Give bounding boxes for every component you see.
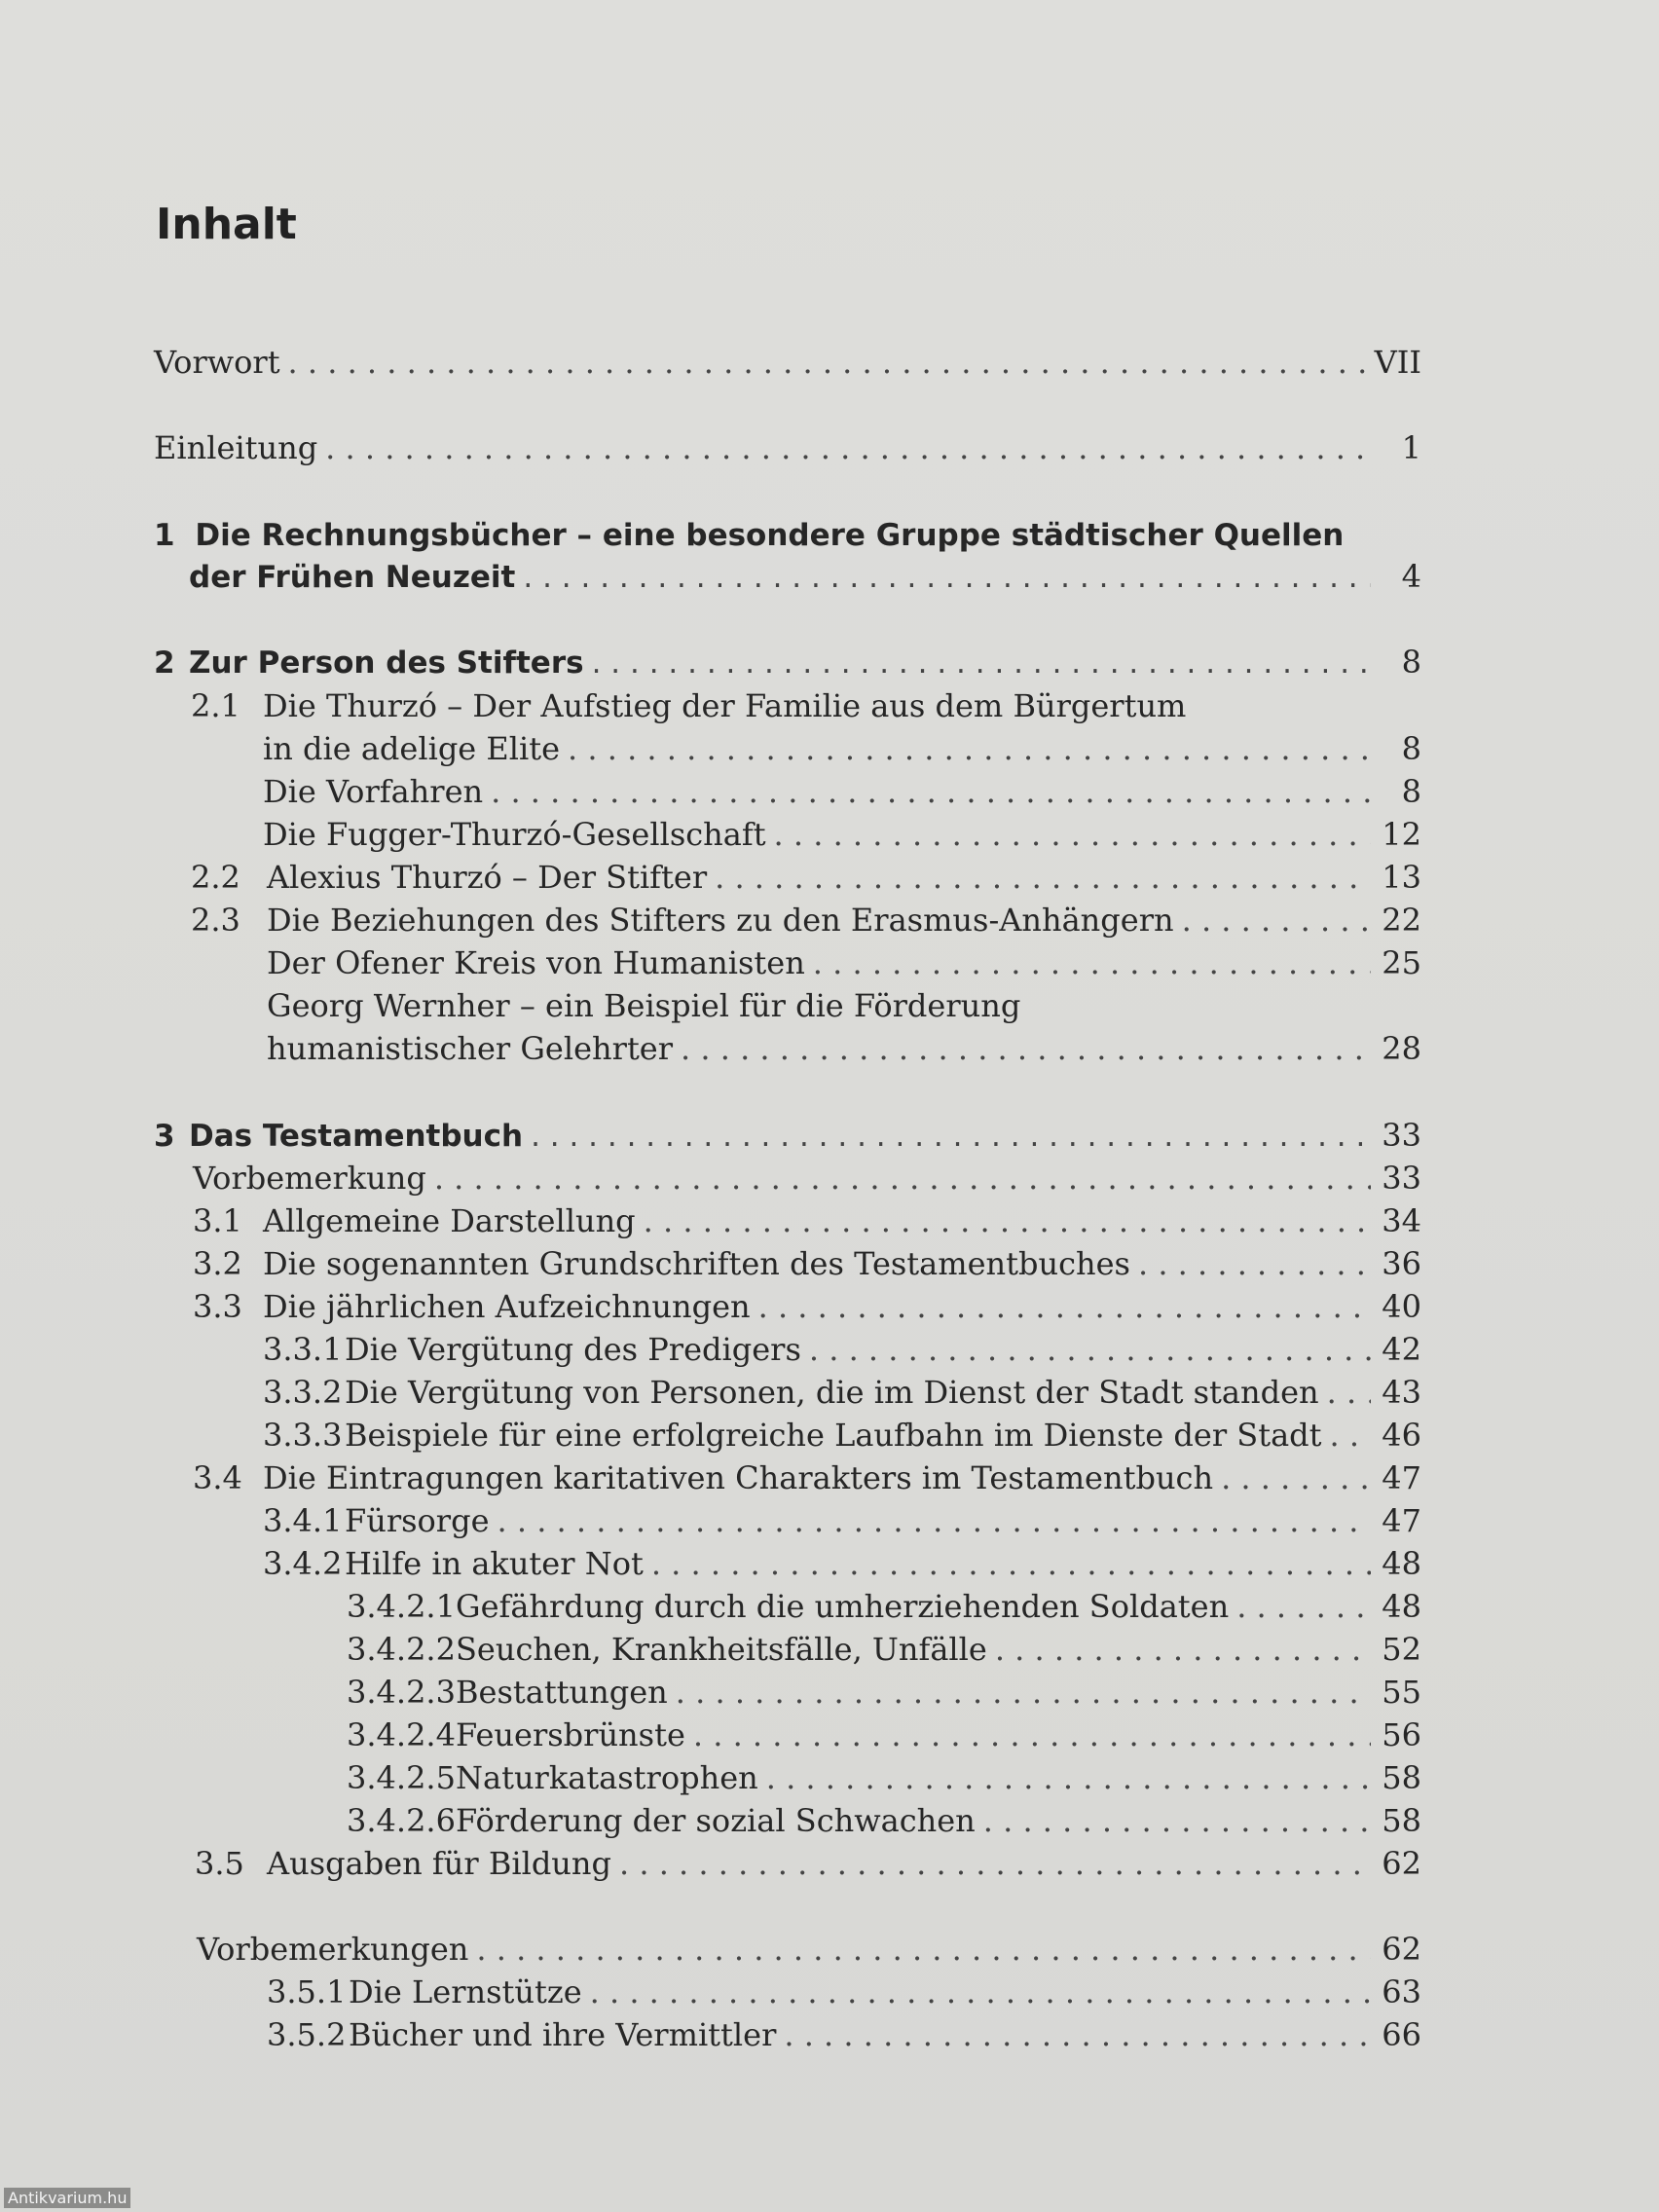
toc-entry-3-3-3: [263, 1414, 1421, 1456]
toc-entry-ch2: [154, 641, 1421, 684]
toc-entry-wernher-line2: [267, 1027, 1421, 1070]
toc-page: 56: [1382, 1716, 1421, 1753]
toc-leader: [1236, 1585, 1371, 1628]
toc-page: 63: [1382, 1973, 1421, 2010]
toc-page: 8: [1401, 644, 1421, 681]
toc-number: 3: [154, 1119, 175, 1154]
toc-entry-3-3-2: [263, 1371, 1421, 1414]
toc-entry-3-4-2-2: [347, 1628, 1421, 1671]
toc-leader: [995, 1628, 1371, 1671]
toc-entry-3-3-1: [263, 1328, 1421, 1371]
toc-leader: [693, 1714, 1371, 1756]
toc-page: 4: [1401, 558, 1421, 595]
toc-page: 52: [1382, 1631, 1421, 1668]
toc-leader: [809, 1328, 1371, 1371]
toc-leader: [715, 856, 1371, 899]
toc-leader: [1330, 1414, 1372, 1456]
toc-entry-vorwort: [154, 341, 1421, 384]
toc-page: 28: [1382, 1030, 1421, 1067]
toc-entry-ch1-line1: [154, 514, 1344, 557]
toc-leader: [644, 1199, 1371, 1242]
toc-page: 33: [1382, 1117, 1421, 1154]
toc-entry-3-4-2-3: [347, 1671, 1421, 1714]
toc-leader: [476, 1928, 1371, 1971]
toc-label: Beispiele für eine erfolgreiche Laufbahn im Dienste der Stadt: [345, 1417, 1322, 1454]
watermark: Antikvarium.hu: [4, 2188, 130, 2208]
toc-label: Förderung der sozial Schwachen: [456, 1802, 976, 1839]
toc-number: 3.2: [193, 1245, 242, 1282]
toc-page: 47: [1382, 1502, 1421, 1539]
toc-number: 3.4: [193, 1459, 242, 1496]
toc-leader: [681, 1027, 1371, 1070]
toc-page: 66: [1382, 2016, 1421, 2053]
toc-leader: [592, 642, 1371, 684]
toc-label: Seuchen, Krankheitsfälle, Unfälle: [456, 1631, 987, 1668]
toc-label: Die Rechnungsbücher – eine besondere Gruppe städtischer Quellen: [195, 518, 1345, 553]
toc-entry-ofener-kreis: [267, 941, 1421, 984]
toc-entry-3-5-1: [267, 1971, 1421, 2013]
toc-label: Zur Person des Stifters: [189, 645, 584, 681]
toc-label: Allgemeine Darstellung: [263, 1202, 636, 1239]
toc-number: 2: [154, 645, 175, 681]
toc-entry-3-4-1: [263, 1499, 1421, 1542]
toc-number: 3.5.1: [267, 1973, 347, 2010]
toc-leader: [983, 1799, 1371, 1842]
toc-label: Die Beziehungen des Stifters zu den Erasmus-Anhängern: [267, 902, 1174, 939]
toc-entry-3-4-2-4: [347, 1714, 1421, 1756]
toc-page: 13: [1382, 859, 1421, 896]
toc-number: 2.1: [191, 687, 240, 724]
toc-leader: [568, 727, 1371, 770]
toc-leader: [766, 1756, 1371, 1799]
toc-label: Vorwort: [154, 344, 280, 381]
toc-entry-3-4-2: [263, 1542, 1421, 1585]
toc-page: VII: [1374, 344, 1421, 381]
toc-label: Vorbemerkung: [193, 1160, 426, 1197]
toc-entry-ch3: [154, 1114, 1421, 1158]
toc-label: Die Vergütung des Predigers: [345, 1331, 801, 1368]
toc-entry-2-2: [191, 856, 1421, 899]
toc-entry-3-4-2-6: [347, 1799, 1421, 1842]
toc-entry-3-5: [195, 1842, 1421, 1885]
toc-label: Ausgaben für Bildung: [267, 1845, 611, 1882]
toc-page: 22: [1382, 902, 1421, 939]
toc-entry-3-1: [193, 1199, 1421, 1242]
toc-leader: [531, 1115, 1371, 1158]
toc-number: 3.3.2: [263, 1374, 343, 1411]
toc-label: Fürsorge: [345, 1502, 490, 1539]
toc-leader: [1182, 899, 1371, 941]
toc-leader: [523, 556, 1371, 599]
toc-leader: [288, 341, 1367, 384]
toc-label: Das Testamentbuch: [189, 1119, 524, 1154]
toc-leader: [813, 941, 1371, 984]
toc-leader: [784, 2013, 1371, 2056]
toc-entry-2-1-line2: [263, 727, 1421, 770]
toc-label: Die sogenannten Grundschriften des Testamentbuches: [263, 1245, 1130, 1282]
toc-entry-ch3-vorbemerkung: [193, 1157, 1421, 1199]
toc-page: 12: [1382, 816, 1421, 853]
toc-page: 1: [1401, 429, 1421, 466]
toc-page: 8: [1401, 730, 1421, 767]
toc-page: 8: [1401, 773, 1421, 810]
toc-entry-3-4: [193, 1456, 1421, 1499]
toc-label: Alexius Thurzó – Der Stifter: [267, 859, 708, 896]
toc-number: 2.3: [191, 902, 240, 939]
toc-leader: [590, 1971, 1371, 2013]
toc-number: 3.4.2.1: [347, 1588, 456, 1625]
toc-leader: [434, 1157, 1371, 1199]
toc-number: 3.3.1: [263, 1331, 343, 1368]
toc-page: 62: [1382, 1931, 1421, 1968]
toc-label: Vorbemerkungen: [197, 1931, 469, 1968]
toc-leader: [1138, 1242, 1371, 1285]
toc-label: Einleitung: [154, 429, 318, 466]
toc-page: 55: [1382, 1674, 1421, 1711]
toc-page: 48: [1382, 1588, 1421, 1625]
toc-entry-vorfahren: [263, 770, 1421, 813]
toc-label: Bestattungen: [456, 1674, 668, 1711]
toc-entry-2-3: [191, 899, 1421, 941]
toc-number: 3.4.1: [263, 1502, 343, 1539]
toc-label: Die Thurzó – Der Aufstieg der Familie aus dem Bürgertum: [263, 687, 1187, 724]
toc-number: 3.1: [193, 1202, 242, 1239]
toc-leader: [491, 770, 1371, 813]
toc-leader: [676, 1671, 1371, 1714]
toc-page: 62: [1382, 1845, 1421, 1882]
toc-entry-3-4-2-5: [347, 1756, 1421, 1799]
toc-number: 3.4.2: [263, 1545, 343, 1582]
toc-leader: [758, 1285, 1371, 1328]
toc-label: Die jährlichen Aufzeichnungen: [263, 1288, 751, 1325]
toc-label: Hilfe in akuter Not: [345, 1545, 644, 1582]
toc-leader: [1327, 1371, 1371, 1414]
toc-page: 48: [1382, 1545, 1421, 1582]
toc-number: 3.4.2.5: [347, 1759, 456, 1796]
toc-page: 42: [1382, 1331, 1421, 1368]
toc-number: 3.3.3: [263, 1417, 343, 1454]
toc-page: 58: [1382, 1802, 1421, 1839]
toc-page: 36: [1382, 1245, 1421, 1282]
toc-leader: [325, 426, 1371, 469]
toc-entry-3-2: [193, 1242, 1421, 1285]
toc-entry-wernher-line1: [267, 984, 1020, 1027]
toc-label: Die Fugger-Thurzó-Gesellschaft: [263, 816, 766, 853]
toc-leader: [651, 1542, 1371, 1585]
toc-page: 34: [1382, 1202, 1421, 1239]
toc-label: Gefährdung durch die umherziehenden Soldaten: [456, 1588, 1230, 1625]
toc-label: humanistischer Gelehrter: [267, 1030, 674, 1067]
toc-entry-3-5-2: [267, 2013, 1421, 2056]
toc-number: 3.3: [193, 1288, 242, 1325]
toc-page: 25: [1382, 944, 1421, 981]
toc-page: 43: [1382, 1374, 1421, 1411]
toc-page: 47: [1382, 1459, 1421, 1496]
toc-label: Die Vorfahren: [263, 773, 484, 810]
toc-page: 46: [1382, 1417, 1421, 1454]
toc-entry-3-3: [193, 1285, 1421, 1328]
toc-label: Die Eintragungen karitativen Charakters im Testamentbuch: [263, 1459, 1214, 1496]
toc-leader: [498, 1499, 1371, 1542]
toc-page: 40: [1382, 1288, 1421, 1325]
toc-entry-einleitung: [154, 426, 1421, 469]
toc-number: 3.5.2: [267, 2016, 347, 2053]
toc-label: Naturkatastrophen: [456, 1759, 758, 1796]
toc-leader: [619, 1842, 1371, 1885]
toc-page: 58: [1382, 1759, 1421, 1796]
toc-number: 3.4.2.2: [347, 1631, 456, 1668]
toc-label: Die Vergütung von Personen, die im Dienst der Stadt standen: [345, 1374, 1319, 1411]
page-title: Inhalt: [156, 200, 297, 249]
toc-number: 1: [154, 518, 175, 553]
toc-number: 2.2: [191, 859, 240, 896]
toc-label: Feuersbrünste: [456, 1716, 685, 1753]
toc-entry-ch1-line2: [189, 555, 1421, 599]
toc-label: in die adelige Elite: [263, 730, 561, 767]
toc-label: der Frühen Neuzeit: [189, 560, 516, 595]
toc-entry-3-4-2-1: [347, 1585, 1421, 1628]
toc-label: Der Ofener Kreis von Humanisten: [267, 944, 805, 981]
toc-page: 33: [1382, 1160, 1421, 1197]
toc-label: Georg Wernher – ein Beispiel für die Förderung: [267, 987, 1021, 1024]
toc-leader: [1221, 1456, 1371, 1499]
toc-number: 3.4.2.6: [347, 1802, 456, 1839]
toc-number: 3.4.2.3: [347, 1674, 456, 1711]
toc-entry-2-1-line1: [191, 684, 1186, 727]
toc-leader: [774, 813, 1371, 856]
toc-entry-fugger: [263, 813, 1421, 856]
toc-label: Die Lernstütze: [349, 1973, 582, 2010]
toc-number: 3.5: [195, 1845, 244, 1882]
toc-entry-3-5-vorbemerkungen: [197, 1928, 1421, 1971]
toc-label: Bücher und ihre Vermittler: [349, 2016, 777, 2053]
toc-number: 3.4.2.4: [347, 1716, 456, 1753]
